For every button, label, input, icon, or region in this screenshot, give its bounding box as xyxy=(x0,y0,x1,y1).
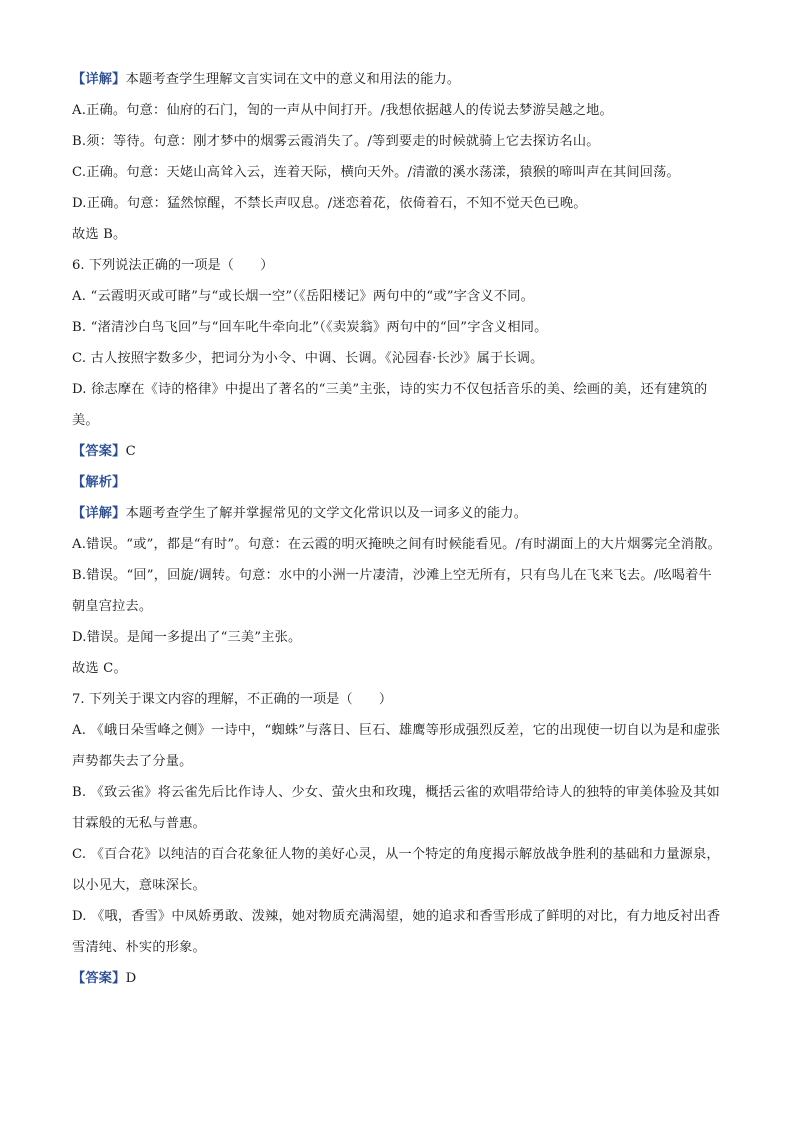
analysis-label: 【解析】 xyxy=(72,475,126,490)
question-6-option-a: A. “云霞明灭或可睹”与“或长烟一空”（《岳阳楼记》两句中的“或”字含义不同。 xyxy=(72,289,534,304)
question-7-option-a: A. 《峨日朵雪峰之侧》一诗中，“蜘蛛”与落日、巨石、雄鹰等形成强烈反差，它的出现使一切自以为是和虚张声势都失去了分量。 xyxy=(72,723,721,769)
explanation-option-b: B.须：等待。句意：刚才梦中的烟雾云霞消失了。/等到要走的时候就骑上它去探访名山。 xyxy=(72,134,600,149)
document-page xyxy=(72,64,724,994)
explanation-option-d: D.正确。句意：猛然惊醒，不禁长声叹息。/迷恋着花，依倚着石，不知不觉天色已晚。 xyxy=(72,196,587,211)
question-6-explain-a: A.错误。“或”，都是“有时”。句意：在云霞的明灭掩映之间有时候能看见。/有时湖面上的大片烟雾完全消散。 xyxy=(72,537,721,552)
question-7-option-b: B. 《致云雀》将云雀先后比作诗人、少女、萤火虫和玫瑰，概括云雀的欢唱带给诗人的独特的审美体验及其如甘霖般的无私与普惠。 xyxy=(72,785,720,831)
question-6-option-c: C. 古人按照字数多少，把词分为小令、中调、长调。《沁园春·长沙》属于长调。 xyxy=(72,351,544,366)
question-6-analysis xyxy=(72,467,724,498)
detail-label: 【详解】 xyxy=(72,506,126,521)
answer-label: 【答案】 xyxy=(72,971,126,986)
explanation-option-a: A.正确。句意：仙府的石门，訇的一声从中间打开。/我想依据越人的传说去梦游吴越之地。 xyxy=(72,103,613,118)
question-7-stem: 7. 下列关于课文内容的理解，不正确的一项是（ ） xyxy=(72,692,393,707)
answer-choice-c: 故选 C。 xyxy=(72,661,127,676)
question-6-option-b: B. “渚清沙白鸟飞回”与“回车叱牛牵向北”（《卖炭翁》两句中的“回”字含义相同。 xyxy=(72,320,548,335)
question-7-option-c: C. 《百合花》以纯洁的百合花象征人物的美好心灵，从一个特定的角度揭示解放战争胜利的基础和力量源泉，以小见大，意味深长。 xyxy=(72,847,720,893)
explanation-option-c: C.正确。句意：天姥山高耸入云，连着天际，横向天外。/清澈的溪水荡漾，猿猴的啼叫声在其间回荡。 xyxy=(72,165,680,180)
question-6-explain-b: B.错误。“回”，回旋/调转。句意：水中的小洲一片凄清，沙滩上空无所有，只有鸟儿在飞来飞去。/吆喝着牛朝皇宫拉去。 xyxy=(72,568,712,614)
question-7-option-d: D. 《哦，香雪》中凤娇勇敢、泼辣，她对物质充满渴望，她的追求和香雪形成了鲜明的对比，有力地反衬出香雪清纯、朴实的形象。 xyxy=(72,909,721,955)
detail-label: 【详解】 xyxy=(72,72,126,87)
answer-label: 【答案】 xyxy=(72,444,126,459)
question-6-option-d: D. 徐志摩在《诗的格律》中提出了著名的“三美”主张，诗的实力不仅包括音乐的美、绘画的美，还有建筑的美。 xyxy=(72,382,708,428)
question-7-answer: 【答案】D xyxy=(72,971,137,986)
question-6-answer: 【答案】C xyxy=(72,444,136,459)
question-6-stem: 6. 下列说法正确的一项是（ ） xyxy=(72,258,274,273)
explanation-intro: 【详解】本题考查学生理解文言实词在文中的意义和用法的能力。 xyxy=(72,72,461,87)
question-6-explain-d: D.错误。是闻一多提出了“三美”主张。 xyxy=(72,630,302,645)
answer-choice-b: 故选 B。 xyxy=(72,227,127,242)
question-6-detail: 【详解】本题考查学生了解并掌握常见的文学文化常识以及一词多义的能力。 xyxy=(72,506,528,521)
